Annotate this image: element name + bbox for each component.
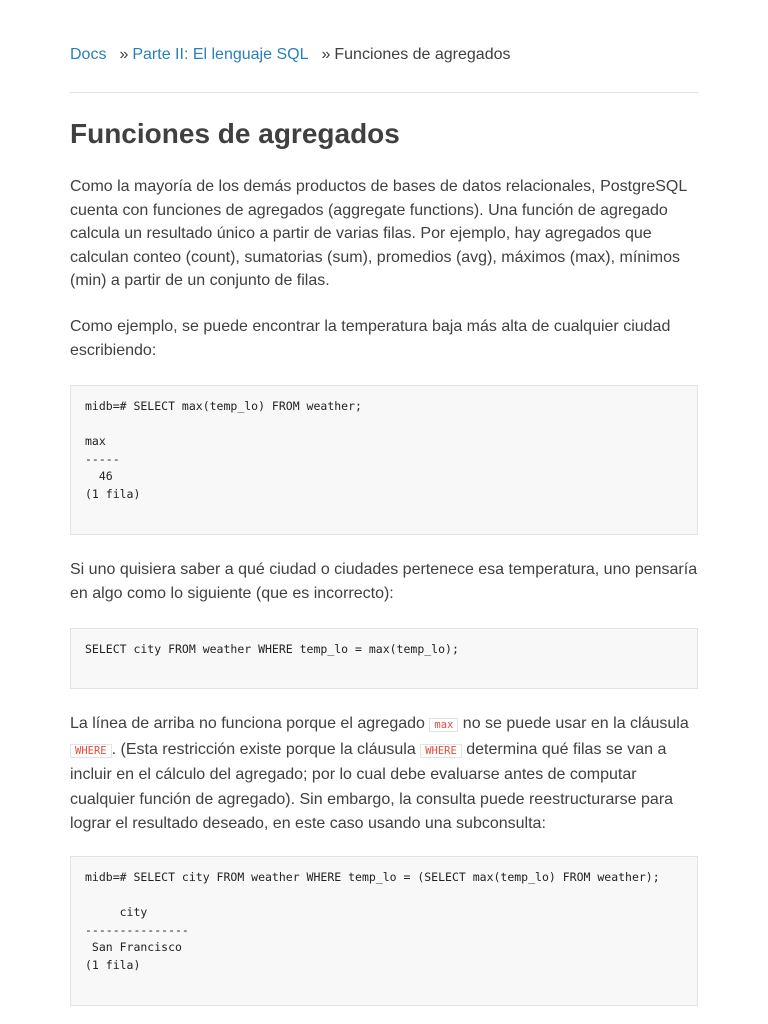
paragraph-text: determina qué filas se van a incluir en el cálculo del agregado; por lo cual debe evaluarse antes de computar cualquier función de agregado). Sin embargo, la consulta puede reestructurarse para lograr el resultado deseado, en este caso usando una subconsulta: (70, 740, 674, 832)
code-block-subquery: midb=# SELECT city FROM weather WHERE temp_lo = (SELECT max(temp_lo) FROM weather); city --------------- San Francisco (1 fila) (70, 856, 698, 1006)
code-block-incorrect-query: SELECT city FROM weather WHERE temp_lo = max(temp_lo); (70, 628, 698, 689)
breadcrumb-separator: » (119, 46, 129, 63)
paragraph-intro: Como la mayoría de los demás productos de bases de datos relacionales, PostgreSQL cuenta con funciones de agregados (aggregate functions). Una función de agregado calcula un resultado único a partir de varias filas. Por ejemplo, hay agregados que calculan conteo (count), sumatorias (sum), promedios (avg), máximos (max), mínimos (min) a partir de un conjunto de filas. (70, 178, 687, 289)
paragraph-example: Como ejemplo, se puede encontrar la temperatura baja más alta de cualquier ciudad escribiendo: (70, 318, 671, 359)
inline-code-where: WHERE (70, 744, 112, 758)
code-block-max-query: midb=# SELECT max(temp_lo) FROM weather; max ----- 46 (1 fila) (70, 385, 698, 535)
paragraph-text: no se puede usar en la cláusula (458, 715, 689, 732)
breadcrumb-current: Funciones de agregados (334, 46, 511, 63)
breadcrumb-separator: » (321, 46, 331, 63)
paragraph-text: La línea de arriba no funciona porque el agregado (70, 715, 430, 732)
breadcrumb (70, 44, 511, 66)
paragraph-explanation (70, 712, 698, 837)
inline-code-where: WHERE (420, 744, 462, 758)
paragraph-text: . (Esta restricción existe porque la cláusula (111, 740, 421, 758)
breadcrumb-link-part-ii[interactable]: Parte II: El lenguaje SQL (132, 46, 309, 63)
page-title: Funciones de agregados (70, 118, 400, 149)
paragraph-incorrect: Si uno quisiera saber a qué ciudad o ciudades pertenece esa temperatura, uno pensaría en algo como lo siguiente (que es incorrecto): (70, 561, 698, 602)
inline-code-max: max (429, 718, 458, 732)
breadcrumb-link-docs[interactable]: Docs (70, 46, 107, 63)
header-divider (70, 92, 698, 93)
